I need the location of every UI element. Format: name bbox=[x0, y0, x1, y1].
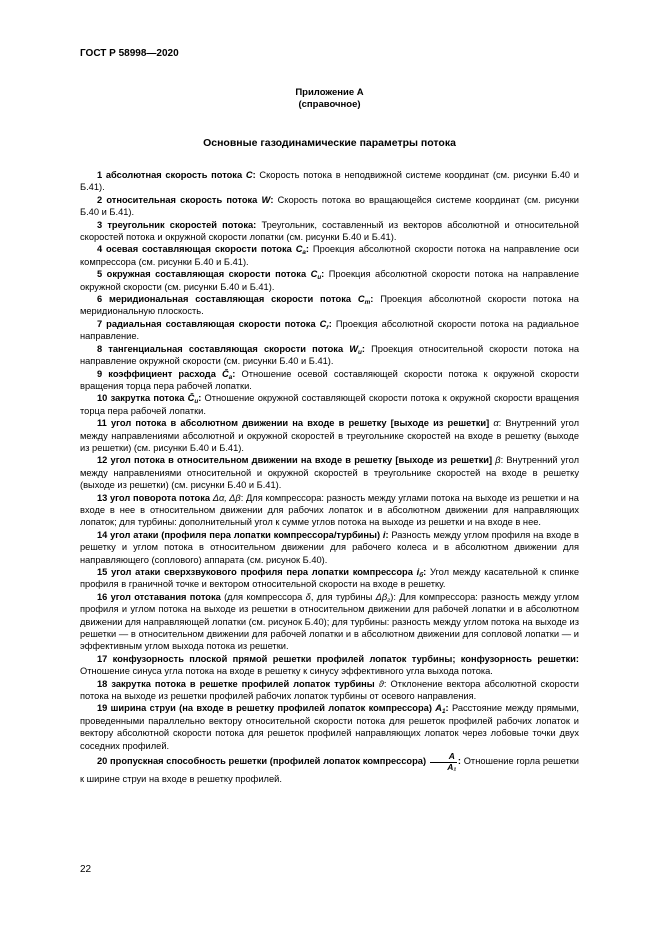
fraction-symbol: $\frac{A}{\text{A₁}}$ bbox=[430, 752, 457, 773]
text-run: ϑ bbox=[378, 678, 384, 689]
text-run: : bbox=[423, 567, 430, 577]
page-title: Основные газодинамические параметры потока bbox=[203, 137, 456, 149]
text-run: : Внутренний угол между направлениями относительной и окружной скоростей в треугольнике скоростей на входе в решетку (выходе из решетки) (см. рисунки Б.40 и Б.41). bbox=[80, 455, 580, 491]
text-run: Отношение горла решетки к ширине струи на входе в решетку профилей. bbox=[80, 755, 579, 784]
term-item-6 bbox=[80, 293, 579, 318]
text-run: 12 угол потока в относительном движении на входе в решетку [выходе из решетки] bbox=[97, 455, 496, 466]
text-run: : bbox=[270, 194, 278, 205]
term-item-16 bbox=[80, 591, 579, 653]
text-run: г bbox=[387, 596, 391, 604]
text-run: : bbox=[252, 170, 260, 180]
term-item-10 bbox=[80, 392, 579, 417]
text-run: : bbox=[385, 529, 392, 540]
text-run: б bbox=[419, 571, 424, 579]
text-run: 7 радиальная составляющая скорости потока bbox=[97, 318, 320, 329]
term-item-18 bbox=[80, 678, 579, 703]
text-run: 6 меридиональная составляющая скорости потока bbox=[97, 294, 358, 305]
term-item-5 bbox=[80, 268, 579, 293]
text-run: 5 окружная составляющая скорости потока bbox=[97, 269, 311, 280]
text-run: Отношение синуса угла потока на входе в решетку к синусу эффективного угла выхода потока. bbox=[80, 666, 493, 677]
term-item-11 bbox=[80, 417, 579, 454]
text-run: C̄ bbox=[187, 393, 195, 404]
text-run: C bbox=[319, 318, 327, 329]
appendix-block bbox=[80, 87, 579, 111]
text-run: : Отклонение вектора абсолютной скорости потока на выходе из решетки профилей рабочих лопаток турбины от осевого направления. bbox=[80, 678, 579, 702]
document-header: ГОСТ Р 58998—2020 bbox=[80, 48, 179, 59]
text-run: Δα, Δβ bbox=[212, 492, 241, 503]
text-run: 17 конфузорность плоской прямой решетки профилей лопаток турбины; конфузорность решетки: bbox=[97, 653, 579, 664]
text-run: Разность между углом профиля на входе в решетку и углом потока в относительном движении для рабочего колеса и в абсолютном движении для направляющего (соплового) аппарата (см. рисунок Б.40). bbox=[80, 529, 579, 565]
term-item-7 bbox=[80, 318, 579, 343]
text-run: i bbox=[416, 567, 420, 577]
text-run: A bbox=[435, 703, 442, 714]
text-run: 8 тангенциальная составляющая скорости потока bbox=[97, 343, 350, 354]
term-item-15 bbox=[80, 566, 579, 591]
text-run: β bbox=[495, 455, 501, 466]
text-run: Проекция абсолютной скорости потока на меридиональную плоскость. bbox=[80, 294, 579, 317]
text-run: C bbox=[245, 170, 253, 180]
term-item-1 bbox=[80, 169, 579, 194]
text-run: Проекция относительной скорости потока на направление окружной скорости (см. рисунки Б.40 и Б.41). bbox=[80, 343, 579, 367]
text-run: 11 угол потока в абсолютном движении на входе в решетку [выходе из решетки] bbox=[97, 418, 494, 429]
text-run: : bbox=[445, 703, 452, 714]
text-run: ): Для компрессора: разность между углом профиля и углом потока на выходе из решетки в относительном движении для рабочей лопатки и в абсолютном движении для направляющей лопатки (см. рисунок Б.40); для турбины: разность между углом потока на выходе из решетки — в относительном движении для рабочей лопатки и в абсолютном движении для сопловой лопатки — и эффективным углом выхода потока из решетки. bbox=[80, 591, 579, 652]
term-item-8 bbox=[80, 343, 579, 368]
term-item-13 bbox=[80, 492, 579, 529]
text-run: Угол между касательной к спинке профиля в граничной точке и вектором относительной скорости на входе в решетку. bbox=[80, 567, 580, 590]
text-run: a bbox=[228, 373, 233, 381]
appendix-subtitle: (справочное) bbox=[298, 99, 361, 110]
text-run: : bbox=[232, 368, 242, 379]
text-run: : bbox=[321, 269, 329, 280]
text-run: 1 bbox=[441, 708, 446, 716]
text-run: 20 пропускная способность решетки (профилей лопаток компрессора) bbox=[97, 755, 429, 766]
text-run: Скорость потока в неподвижной системе координат (см. рисунки Б.40 и Б.41). bbox=[80, 170, 579, 193]
term-item-3 bbox=[80, 219, 579, 244]
text-run: C bbox=[357, 294, 365, 305]
text-run: 2 относительная скорость потока bbox=[97, 194, 262, 205]
text-run: 13 угол поворота потока bbox=[97, 492, 213, 503]
text-run: Расстояние между прямыми, проведенными параллельно вектору относительной скорости потока для решеток профилей рабочих лопаток и вектору абсолютной скорости потока для решеток профилей направляющих лопаток через лобовые точки двух соседних профилей. bbox=[80, 703, 579, 751]
text-run: : bbox=[328, 318, 336, 329]
text-run: u bbox=[317, 274, 322, 282]
text-run: : bbox=[361, 343, 372, 354]
term-item-19 bbox=[80, 702, 579, 752]
text-run: a bbox=[302, 249, 306, 257]
text-run: (для компрессора bbox=[224, 591, 306, 602]
text-run: Скорость потока во вращающейся системе координат (см. рисунки Б.40 и Б.41). bbox=[80, 194, 579, 218]
text-run: C bbox=[295, 244, 303, 255]
term-item-14 bbox=[80, 529, 579, 566]
term-item-20 bbox=[80, 752, 579, 785]
text-run: Проекция абсолютной скорости потока на направление оси компрессора (см. рисунки Б.40 и Б.41). bbox=[80, 244, 579, 267]
text-run: Отношение окружной составляющей скорости потока к окружной скорости вращения торца пера рабочей лопатки. bbox=[80, 393, 579, 416]
text-run: 10 закрутка потока bbox=[97, 393, 188, 404]
text-run: W bbox=[261, 194, 271, 205]
text-run: δ bbox=[305, 591, 311, 602]
text-run: 18 закрутка потока в решетке профилей лопаток турбины bbox=[97, 678, 379, 689]
text-run: : bbox=[198, 393, 205, 404]
text-run: Δβ bbox=[375, 591, 388, 602]
text-run: C̄ bbox=[222, 368, 229, 379]
text-run: r bbox=[326, 323, 329, 331]
text-run: W bbox=[349, 343, 359, 354]
appendix-title: Приложение А bbox=[295, 87, 364, 98]
text-run: α bbox=[493, 418, 499, 429]
text-run: , для турбины bbox=[310, 591, 376, 602]
text-run: 4 осевая составляющая скорости потока bbox=[97, 244, 296, 255]
term-item-4 bbox=[80, 243, 579, 268]
text-run: C bbox=[310, 269, 318, 280]
text-run: Отношение осевой составляющей скорости потока к окружной скорости вращения торца пера рабочей лопатки. bbox=[80, 368, 579, 391]
terms-list bbox=[80, 169, 579, 785]
text-run: Треугольник, составленный из векторов абсолютной и относительной скоростей потока и окружной скорости лопатки (см. рисунки Б.40 и Б.41). bbox=[80, 219, 579, 243]
text-run: : Внутренний угол между направлениями абсолютной и окружной скоростей в треугольнике скоростей на входе в решетку (выходе из решетки) (см. рисунки Б.40 и Б.41). bbox=[80, 418, 579, 453]
text-run: Проекция абсолютной скорости потока на направление окружной скорости (см. рисунки Б.40 и Б.41). bbox=[80, 269, 579, 292]
text-run: : bbox=[457, 755, 464, 766]
term-item-9 bbox=[80, 368, 579, 393]
text-run: : Для компрессора: разность между углами потока на выходе из решетки и на входе в нее в относительном движении для рабочих лопаток и в абсолютном движении для направляющих лопаток; для турбины: дополнительный угол к сумме углов потока на выходе из решетки и на входе в нее. bbox=[80, 492, 579, 528]
term-item-17 bbox=[80, 653, 579, 678]
text-run: u bbox=[358, 348, 362, 356]
text-run: : bbox=[305, 244, 313, 255]
text-run: : bbox=[370, 294, 381, 305]
term-item-2 bbox=[80, 194, 579, 219]
text-run: 14 угол атаки (профиля пера лопатки компрессора/турбины) bbox=[97, 529, 383, 540]
text-run: 3 треугольник скоростей потока: bbox=[97, 219, 262, 230]
page-number: 22 bbox=[80, 864, 92, 875]
text-run: i bbox=[382, 529, 386, 540]
text-run: 16 угол отставания потока bbox=[97, 591, 225, 602]
text-run: u bbox=[194, 398, 199, 406]
text-run: Проекция абсолютной скорости потока на радиальное направление. bbox=[80, 318, 579, 342]
text-run: 15 угол атаки сверхзвукового профиля пера лопатки компрессора bbox=[97, 567, 417, 577]
text-run: 9 коэффициент расхода bbox=[97, 368, 223, 379]
text-run: 19 ширина струи (на входе в решетку профилей лопаток компрессора) bbox=[97, 703, 436, 714]
term-item-12 bbox=[80, 454, 579, 491]
text-run: 1 абсолютная скорость потока bbox=[97, 170, 246, 180]
text-run: m bbox=[364, 298, 371, 306]
